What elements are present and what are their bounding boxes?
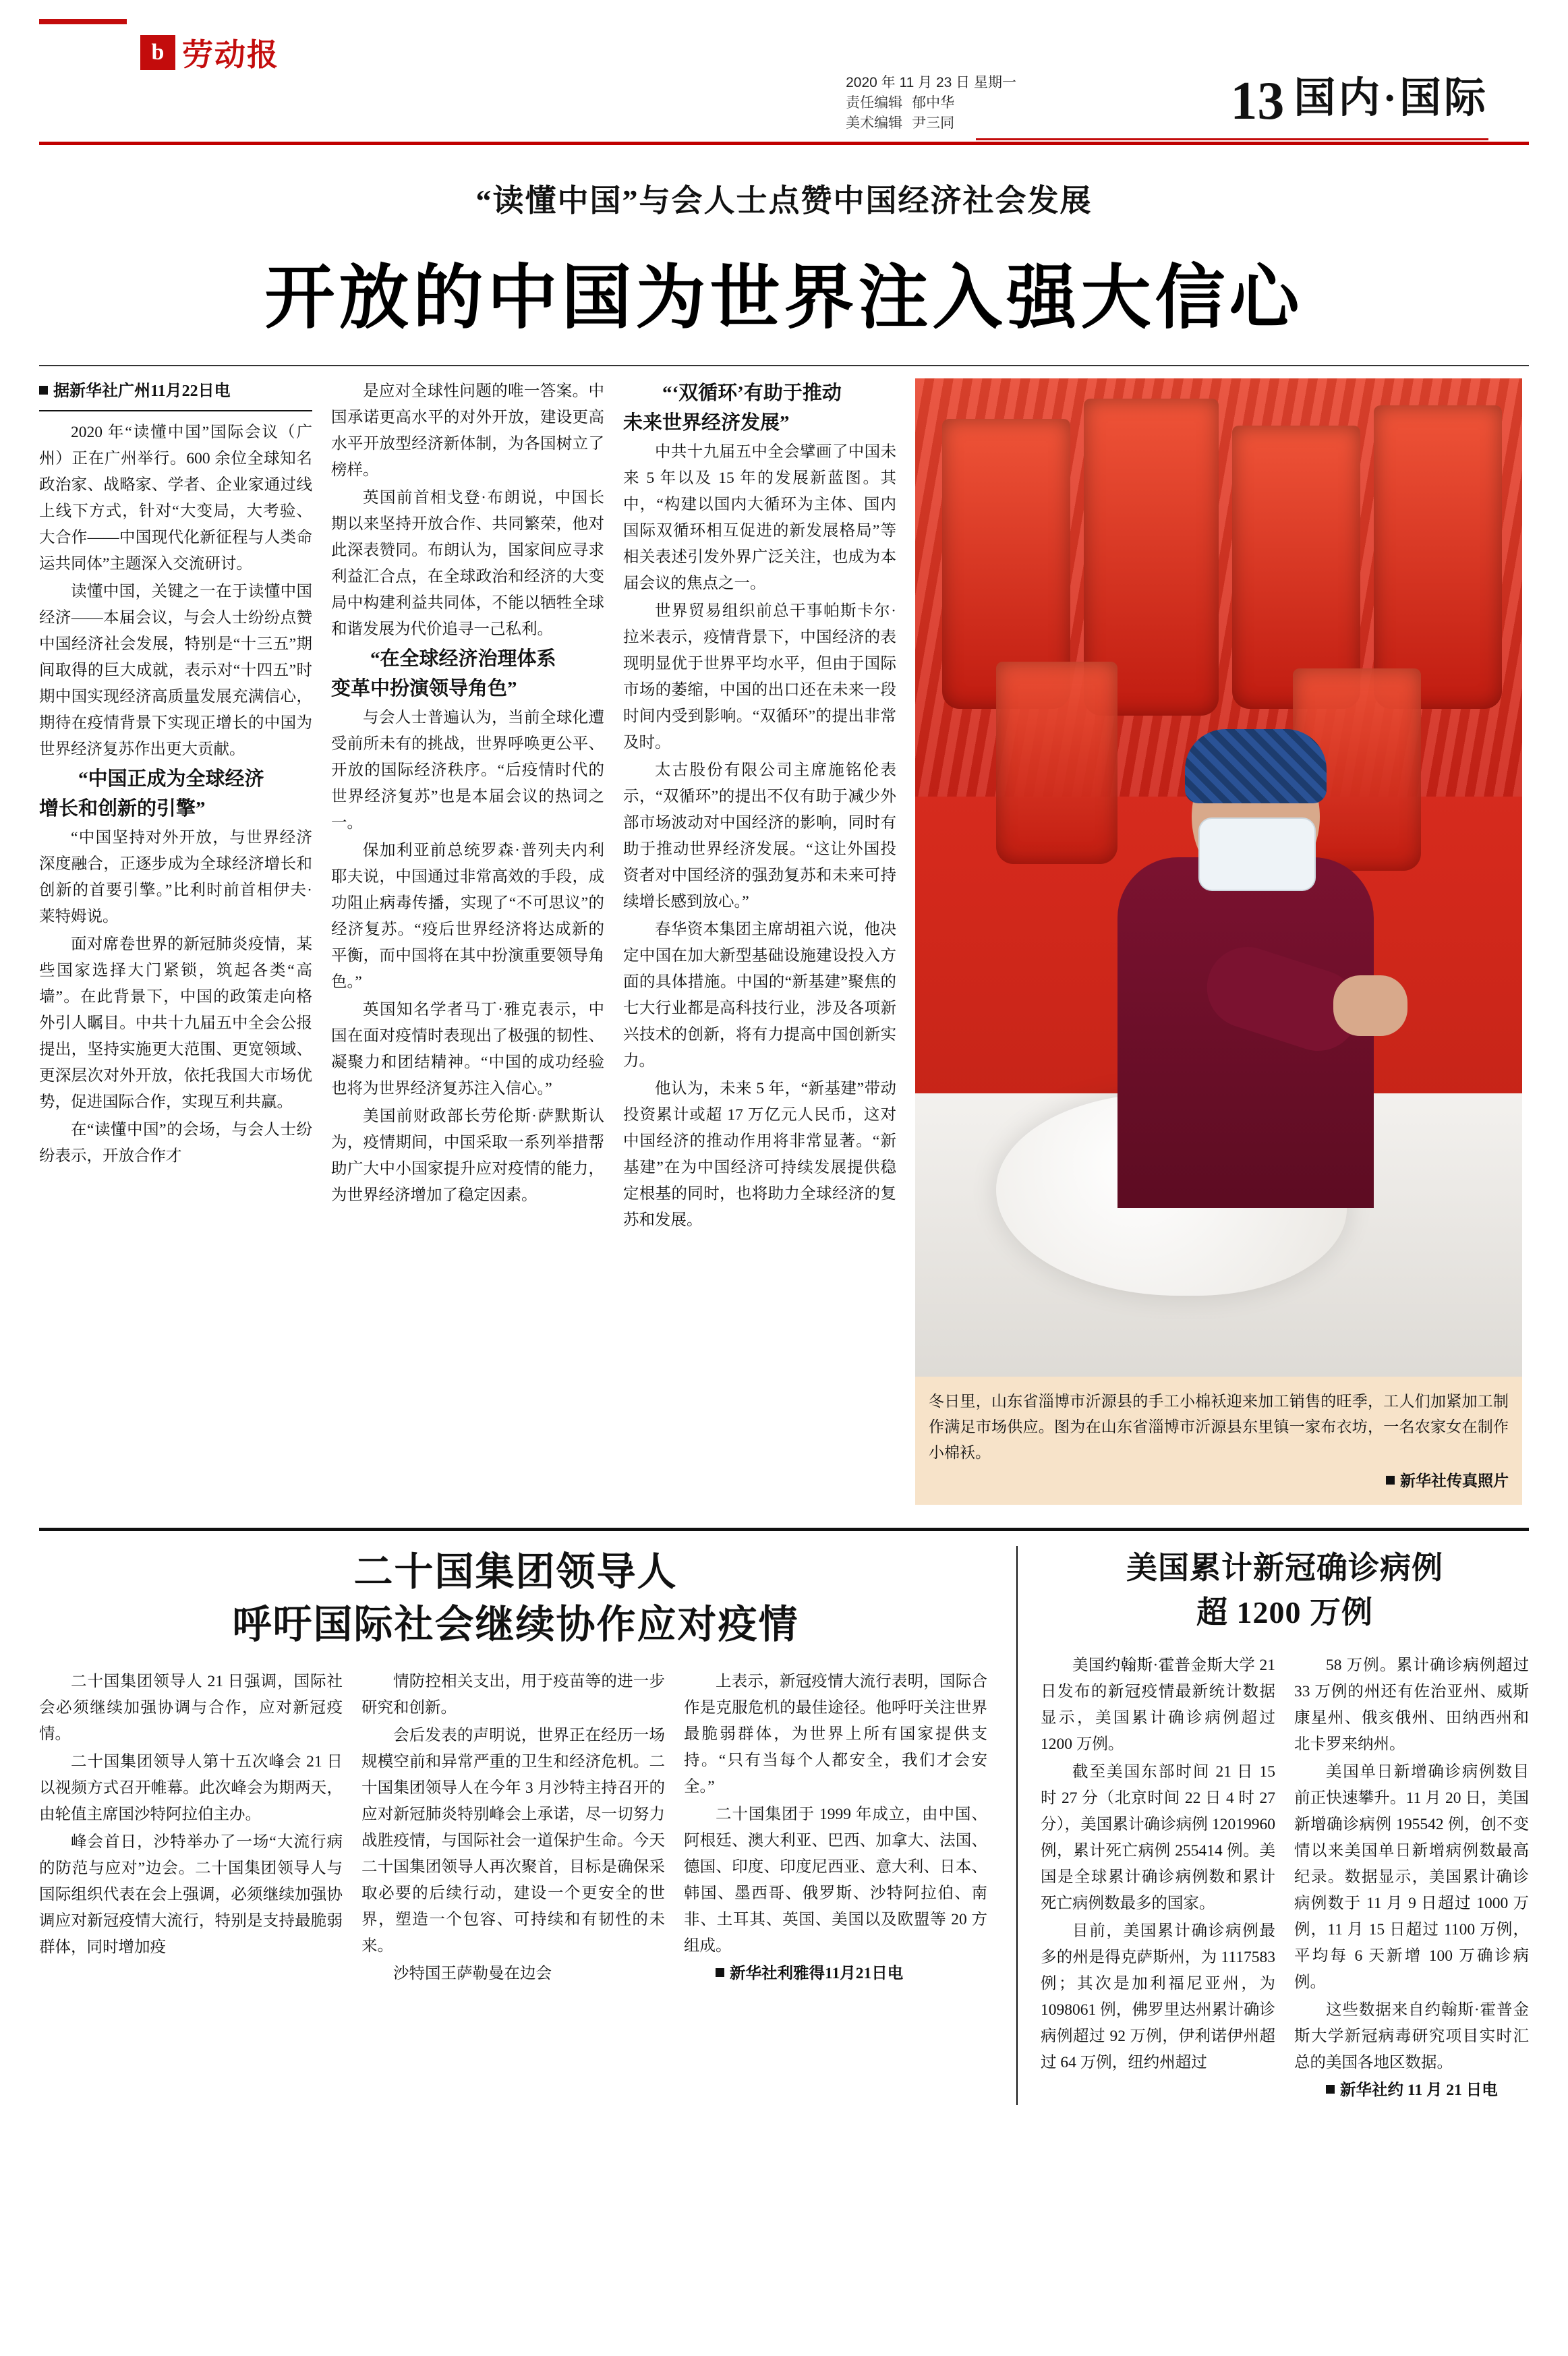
paragraph: 他认为，未来 5 年，“新基建”带动投资累计或超 17 万亿元人民币，这对中国经济的推动作用将非常显著。“新基建”在为中国经济可持续发展提供稳定根基的同时，也将助力全球经济的复苏和发展。 <box>623 1080 896 1229</box>
paragraph: 保加利亚前总统罗森·普列夫内利耶夫说，中国通过非常高效的手段，成功阻止病毒传播，实现了“不可思议”的经济复苏。“疫后世界经济将达成新的平衡，而中国将在其中扮演重要领导角色。” <box>331 842 604 991</box>
paragraph: 情防控相关支出，用于疫苗等的进一步研究和创新。 <box>361 1673 665 1717</box>
paragraph: 上表示，新冠疫情大流行表明，国际合作是克服危机的最佳途径。他呼吁关注世界最脆弱群体，为世界上所有国家提供支持。“只有当每个人都安全，我们才会安全。” <box>684 1673 987 1795</box>
article-column-1 <box>39 1669 343 1988</box>
article-column-3 <box>623 378 896 1505</box>
article-lead <box>39 378 1529 1505</box>
editor-name-2: 尹三同 <box>912 115 955 131</box>
paragraph: 二十国集团于 1999 年成立，由中国、阿根廷、澳大利亚、巴西、加拿大、法国、德国、印度、印度尼西亚、意大利、日本、韩国、墨西哥、俄罗斯、沙特阿拉伯、南非、土耳其、英国、美国以及欧盟等 20 方组成。 <box>684 1806 987 1955</box>
lower-section <box>39 1546 1529 2105</box>
worker-headscarf <box>1185 729 1327 803</box>
paragraph: 这些数据来自约翰斯·霍普金斯大学新冠病毒研究项目实时汇总的美国各地区数据。 <box>1294 2001 1529 2071</box>
divider-thick <box>39 1528 1529 1531</box>
article-g20-columns <box>39 1669 992 1988</box>
byline-text: 据新华社广州11月22日电 <box>53 382 231 400</box>
masthead-red-rule <box>39 19 127 24</box>
article-column-1 <box>1041 1653 1275 2105</box>
face-mask <box>1198 817 1316 891</box>
paragraph: 中共十九届五中全会擘画了中国未来 5 年以及 15 年的发展新蓝图。其中，“构建以国内大循环为主体、国内国际双循环相互促进的新发展格局”等相关表述引发外界广泛关注，也成为本届会议的焦点之一。 <box>623 443 896 592</box>
paragraph: 春华资本集团主席胡祖六说，他决定中国在加大新型基础设施建设投入方面的具体措施。中国的“新基建”聚焦的七大行业都是高科技行业，涉及各项新兴技术的创新，将有力提高中国创新实力。 <box>623 921 896 1070</box>
photo-column <box>915 378 1522 1505</box>
article-us-covid-title: 美国累计新冠确诊病例 超 1200 万例 <box>1126 1551 1443 1630</box>
page-title-main: 开放的中国为世界注入强大信心 <box>264 260 1304 337</box>
article-column-3 <box>684 1669 987 1988</box>
article-g20-title: 二十国集团领导人 呼吁国际社会继续协作应对疫情 <box>232 1550 799 1646</box>
paragraph: 美国约翰斯·霍普金斯大学 21 日发布的新冠疫情最新统计数据显示，美国累计确诊病例超过 1200 万例。 <box>1041 1657 1275 1753</box>
divider-thin <box>39 365 1529 366</box>
paragraph: 在“读懂中国”的会场，与会人士纷纷表示，开放合作才 <box>39 1121 312 1165</box>
paragraph: 2020 年“读懂中国”国际会议（广州）正在广州举行。600 余位全球知名政治家、战略家、学者、企业家通过线上线下方式，针对“大变局，大考验、大合作——中国现代化新征程与人类命运共同体”主题深入交流研讨。 <box>39 424 312 573</box>
article-us-covid <box>1016 1546 1529 2105</box>
article-column-2 <box>361 1669 665 1988</box>
section-underline <box>976 138 1488 140</box>
paragraph: 沙特国王萨勒曼在边会 <box>393 1965 552 1982</box>
photo-credit-text: 新华社传真照片 <box>1400 1472 1509 1489</box>
subheading-1: “中国正成为全球经济 增长和创新的引擎” <box>39 768 264 820</box>
issue-date: 2020 年 11 月 23 日 星期一 <box>846 75 1016 90</box>
masthead <box>39 0 1529 145</box>
article-g20 <box>39 1546 992 2105</box>
logo-text: 劳动报 <box>182 38 279 72</box>
worker-hand <box>1333 975 1407 1036</box>
article-source <box>1294 2077 1529 2104</box>
paragraph: 会后发表的声明说，世界正在经历一场规模空前和异常严重的卫生和经济危机。二十国集团领导人在今年 3 月沙特主持召开的应对新冠肺炎特别峰会上承诺，尽一切努力战胜疫情，与国际社会一道保护生命。今天二十国集团领导人再次聚首，目标是确保采取必要的后续行动，建设一个更安全的世界，塑造一个包容、可持续和有韧性的未来。 <box>361 1727 665 1955</box>
editor-name-1: 郁中华 <box>912 95 955 111</box>
page-number: 13 <box>1230 71 1285 131</box>
square-bullet-icon <box>1326 2085 1335 2094</box>
publication-logo <box>140 30 279 75</box>
garment <box>1374 405 1502 709</box>
article-source-text: 新华社约 11 月 21 日电 <box>1340 2081 1498 2099</box>
article-us-covid-columns <box>1041 1653 1529 2105</box>
editor-label-2: 美术编辑 <box>846 115 903 131</box>
paragraph: 二十国集团领导人 21 日强调，国际社会必须继续加强协调与合作，应对新冠疫情。 <box>39 1673 343 1743</box>
subheading-2: “在全球经济治理体系 变革中扮演领导角色” <box>331 648 556 699</box>
photo-caption-text: 冬日里，山东省淄博市沂源县的手工小棉袄迎来加工销售的旺季，工人们加紧加工制作满足市场供应。图为在山东省淄博市沂源县东里镇一家布衣坊，一名农家女在制作小棉袄。 <box>929 1393 1509 1461</box>
editor-row-2 <box>846 113 1016 134</box>
masthead-info <box>846 73 1016 134</box>
square-bullet-icon <box>716 1968 724 1977</box>
editor-row-1 <box>846 93 1016 113</box>
headline-block <box>39 145 1529 342</box>
paragraph: 二十国集团领导人第十五次峰会 21 日以视频方式召开帷幕。此次峰会为期两天，由轮值主席国沙特阿拉伯主办。 <box>39 1753 343 1823</box>
paragraph: 读懂中国，关键之一在于读懂中国经济——本届会议，与会人士纷纷点赞中国经济社会发展，特别是“十三五”期间取得的巨大成就，表示对“十四五”时期中国实现经济高质量发展充满信心，期待在疫情背景下实现正增长的中国为世界经济复苏作出更大贡献。 <box>39 583 312 758</box>
article-source <box>684 1961 987 1987</box>
paragraph: 是应对全球性问题的唯一答案。中国承诺更高水平的对外开放，建设更高水平开放型经济新体制，为各国树立了榜样。 <box>331 382 604 479</box>
byline <box>39 378 312 411</box>
paragraph: 世界贸易组织前总干事帕斯卡尔·拉米表示，疫情背景下，中国经济的表现明显优于世界平均水平，但由于国际市场的萎缩，中国的出口还在未来一段时间内受到影响。“双循环”的提出非常及时。 <box>623 602 896 751</box>
paragraph: 面对席卷世界的新冠肺炎疫情，某些国家选择大门紧锁，筑起各类“高墙”。在此背景下，中国的政策走向格外引人瞩目。中共十九届五中全会公报提出，坚持实施更大范围、更宽领域、更深层次对外开放，依托我国大市场优势，促进国际合作，实现互利共赢。 <box>39 936 312 1111</box>
section-name: 国内·国际 <box>1294 76 1488 121</box>
photo-caption <box>915 1377 1522 1505</box>
article-column-1 <box>39 378 312 1505</box>
paragraph: 美国单日新增确诊病例数目前正快速攀升。11 月 20 日，美国新增确诊病例 195542 例，创不变情以来美国单日新增病例数最高纪录。数据显示，美国累计确诊病例数于 11 月 9 日超过 1000 万例，11 月 15 日超过 1100 万例，平均每 6 天新增 100 万确诊病例。 <box>1294 1763 1529 1991</box>
subheading-3: “‘双循环’有助于推动 未来世界经济发展” <box>623 382 842 434</box>
worker-figure <box>1091 695 1381 1208</box>
article-column-2 <box>1294 1653 1529 2105</box>
paragraph: 截至美国东部时间 21 日 15 时 27 分（北京时间 22 日 4 时 27 分），美国累计确诊病例 12019960 例，累计死亡病例 255414 例。美国是全球累计确诊病例数和累计死亡病例数最多的国家。 <box>1041 1763 1275 1912</box>
paragraph: 太古股份有限公司主席施铭伦表示，“双循环”的提出不仅有助于减少外部市场波动对中国经济的影响，同时有助于推动世界经济发展。“这让外国投资者对中国经济的强劲复苏和未来可持续增长感到放心。” <box>623 762 896 911</box>
paragraph: 英国知名学者马丁·雅克表示，中国在面对疫情时表现出了极强的韧性、凝聚力和团结精神。“中国的成功经验也将为世界经济复苏注入信心。” <box>331 1001 604 1097</box>
article-source-text: 新华社利雅得11月21日电 <box>730 1965 904 1982</box>
news-photo <box>915 378 1522 1377</box>
paragraph: 58 万例。累计确诊病例超过 33 万例的州还有佐治亚州、威斯康星州、俄亥俄州、田纳西州和北卡罗来纳州。 <box>1294 1657 1529 1753</box>
paragraph: 峰会首日，沙特举办了一场“大流行病的防范与应对”边会。二十国集团领导人与国际组织代表在会上强调，必须继续加强协调应对新冠疫情大流行，特别是支持最脆弱群体，同时增加疫 <box>39 1833 343 1956</box>
paragraph: 与会人士普遍认为，当前全球化遭受前所未有的挑战，世界呼唤更公平、开放的国际经济秩序。“后疫情时代的世界经济复苏”也是本届会议的热词之一。 <box>331 709 604 832</box>
garment <box>1232 426 1360 709</box>
shoulder-headline: “读懂中国”与会人士点赞中国经济社会发展 <box>475 183 1093 218</box>
page-section-title <box>1230 64 1488 131</box>
photo-credit <box>929 1468 1509 1494</box>
logo-mark: b <box>140 35 175 70</box>
editor-label-1: 责任编辑 <box>846 95 903 111</box>
square-bullet-icon <box>39 386 48 395</box>
square-bullet-icon <box>1386 1476 1395 1485</box>
article-column-2 <box>331 378 604 1505</box>
paragraph: 英国前首相戈登·布朗说，中国长期以来坚持开放合作、共同繁荣，他对此深表赞同。布朗认为，国家间应寻求利益汇合点，在全球政治和经济的大变局中构建利益共同体，不能以牺牲全球和谐发展为代价追寻一己私利。 <box>331 489 604 638</box>
paragraph: 美国前财政部长劳伦斯·萨默斯认为，疫情期间，中国采取一系列举措帮助广大中小国家提升应对疫情的能力，为世界经济增加了稳定因素。 <box>331 1108 604 1204</box>
paragraph: 目前，美国累计确诊病例最多的州是得克萨斯州，为 1117583 例；其次是加利福尼亚州，为 1098061 例，佛罗里达州累计确诊病例超过 92 万例，伊利诺伊州超过 64 万例，纽约州超过 <box>1041 1922 1275 2071</box>
paragraph: “中国坚持对外开放，与世界经济深度融合，正逐步成为全球经济增长和创新的首要引擎。”比利时前首相伊夫·莱特姆说。 <box>39 829 312 925</box>
